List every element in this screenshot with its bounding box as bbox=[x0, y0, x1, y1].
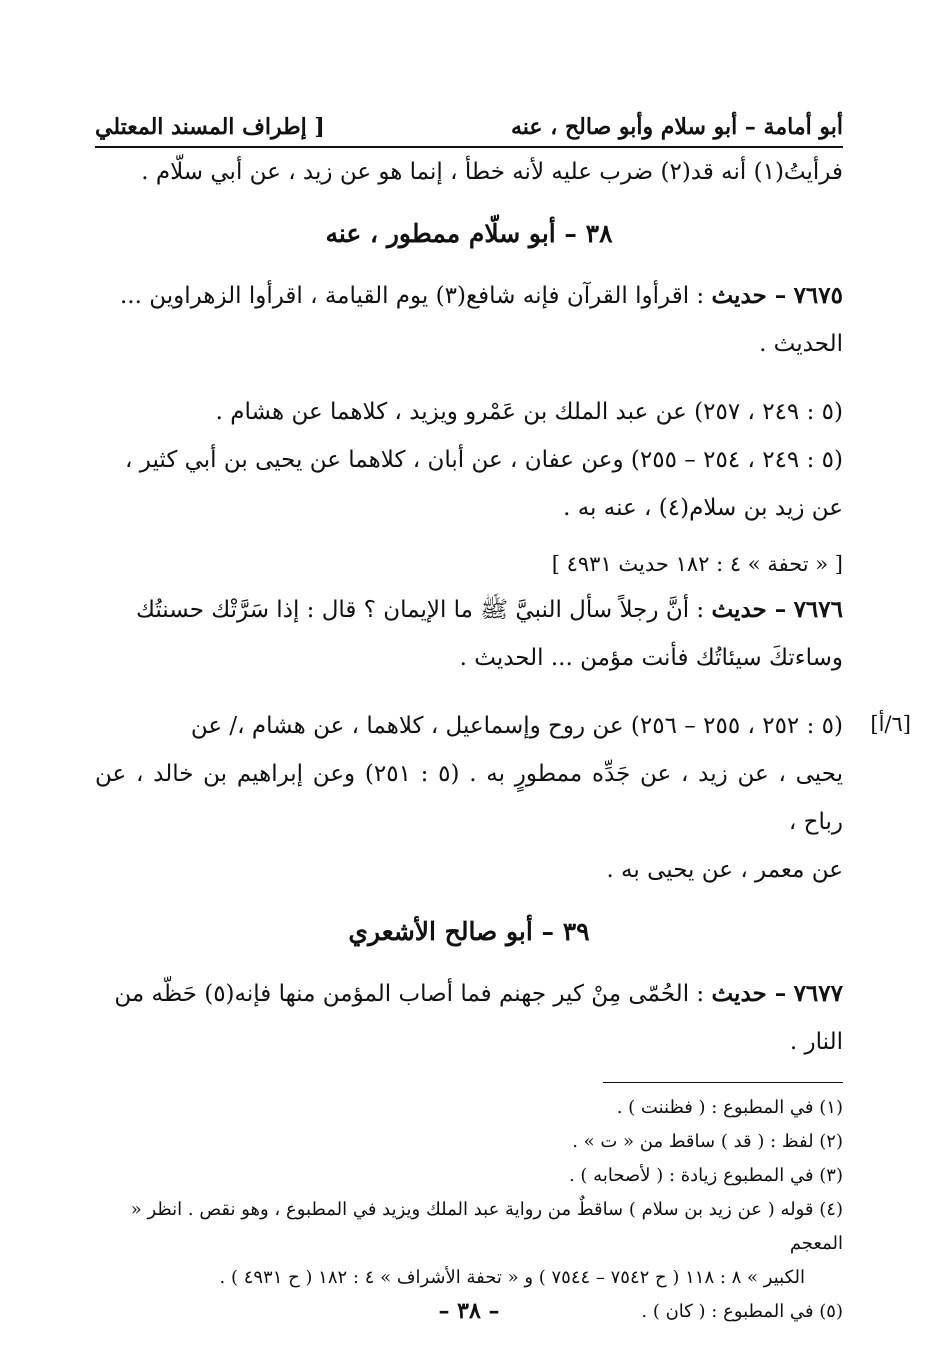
footnote-2: (٢) لفظ : ( قد ) ساقط من « ت » . bbox=[572, 1131, 843, 1152]
footnote-4: (٤) قوله ( عن زيد بن سلام ) ساقطٌ من رواية عبد الملك ويزيد في المطبوع ، وهو نقص . انظر « المعجم bbox=[130, 1199, 843, 1254]
hadith-7676-line1 bbox=[95, 586, 843, 634]
hadith-7675-sources-1: (٥ : ٢٤٩ ، ٢٥٧) عن عبد الملك بن عَمْرو ويزيد ، كلاهما عن هشام . bbox=[215, 399, 843, 425]
hadith-7675-line2: الحديث . bbox=[759, 331, 843, 357]
footnote-4-continuation-text: الكبير » ٨ : ١١٨ ( ح ٧٥٤٢ – ٧٥٤٤ ) و « تحفة الأشراف » ٤ : ١٨٢ ( ح ٤٩٣١ ) . bbox=[219, 1267, 805, 1288]
book-title: [ إطراف المسند المعتلي bbox=[95, 114, 325, 140]
intro-line: فرأيتُ(١) أنه قد(٢) ضرب عليه لأنه خطأ ، إنما هو عن زيد ، عن أبي سلّام . bbox=[141, 159, 843, 185]
section-heading-38: ٣٨ – أبو سلّام ممطور ، عنه bbox=[325, 219, 613, 248]
manuscript-folio-note: [٦/أ] bbox=[870, 712, 911, 736]
hadith-number: ٧٦٧٦ bbox=[793, 596, 843, 623]
hadith-number: ٧٦٧٥ bbox=[793, 282, 843, 309]
hadith-7676-sources bbox=[95, 702, 911, 894]
hadith-keyword: – حديث bbox=[711, 282, 787, 309]
hadith-text: : الحُمّى مِنْ كير جهنم فما أصاب المؤمن منها فإنه(٥) حَظّه من bbox=[114, 981, 705, 1007]
footnote-4-continuation bbox=[95, 1261, 843, 1295]
header-title: أبو أمامة – أبو سلام وأبو صالح ، عنه bbox=[510, 114, 843, 140]
hadith-7677-line1 bbox=[95, 970, 843, 1018]
hadith-keyword: – حديث bbox=[711, 596, 787, 623]
hadith-7677-line2: النار . bbox=[789, 1029, 843, 1055]
page bbox=[95, 110, 911, 1331]
hadith-7676-line2: وساءتكَ سيئاتُك فأنت مؤمن ... الحديث . bbox=[459, 645, 843, 671]
hadith-text: : أنَّ رجلاً سأل النبيَّ ﷺ ما الإيمان ؟ قال : إذا سَرَّتْك حسنتُك bbox=[135, 597, 705, 623]
hadith-7676-sources-3: عن معمر ، عن يحيى به . bbox=[606, 857, 843, 883]
tuhfa-reference: [ « تحفة » ٤ : ١٨٢ حديث ٤٩٣١ ] bbox=[551, 552, 843, 576]
footnote-5: (٥) في المطبوع : ( كان ) . bbox=[641, 1301, 843, 1322]
hadith-7675-sources-3: عن زيد بن سلام(٤) ، عنه به . bbox=[563, 495, 843, 521]
running-header bbox=[95, 110, 843, 148]
hadith-7675-line1 bbox=[95, 272, 843, 320]
hadith-number: ٧٦٧٧ bbox=[793, 980, 843, 1007]
hadith-keyword: – حديث bbox=[711, 980, 787, 1007]
footnote-divider bbox=[603, 1082, 843, 1083]
footnote-3: (٣) في المطبوع زيادة : ( لأصحابه ) . bbox=[568, 1165, 843, 1186]
hadith-text: : اقرأوا القرآن فإنه شافع(٣) يوم القيامة ، اقرأوا الزهراوين ... bbox=[119, 283, 705, 309]
section-heading-39: ٣٩ – أبو صالح الأشعري bbox=[348, 917, 590, 946]
hadith-7675-sources-2: (٥ : ٢٤٩ ، ٢٥٤ – ٢٥٥) وعن عفان ، عن أبان ، كلاهما عن يحيى بن أبي كثير ، bbox=[125, 447, 843, 473]
hadith-7676-sources-1: (٥ : ٢٥٢ ، ٢٥٥ – ٢٥٦) عن روح وإسماعيل ، كلاهما ، عن هشام ،/ عن bbox=[190, 713, 843, 739]
page-number: – ٣٨ – bbox=[438, 1298, 500, 1324]
hadith-7676-sources-2: يحيى ، عن زيد ، عن جَدِّه ممطورٍ به . (٥ : ٢٥١) وعن إبراهيم بن خالد ، عن رباح ، bbox=[95, 761, 843, 835]
footnote-1: (١) في المطبوع : ( فظننت ) . bbox=[616, 1097, 843, 1118]
